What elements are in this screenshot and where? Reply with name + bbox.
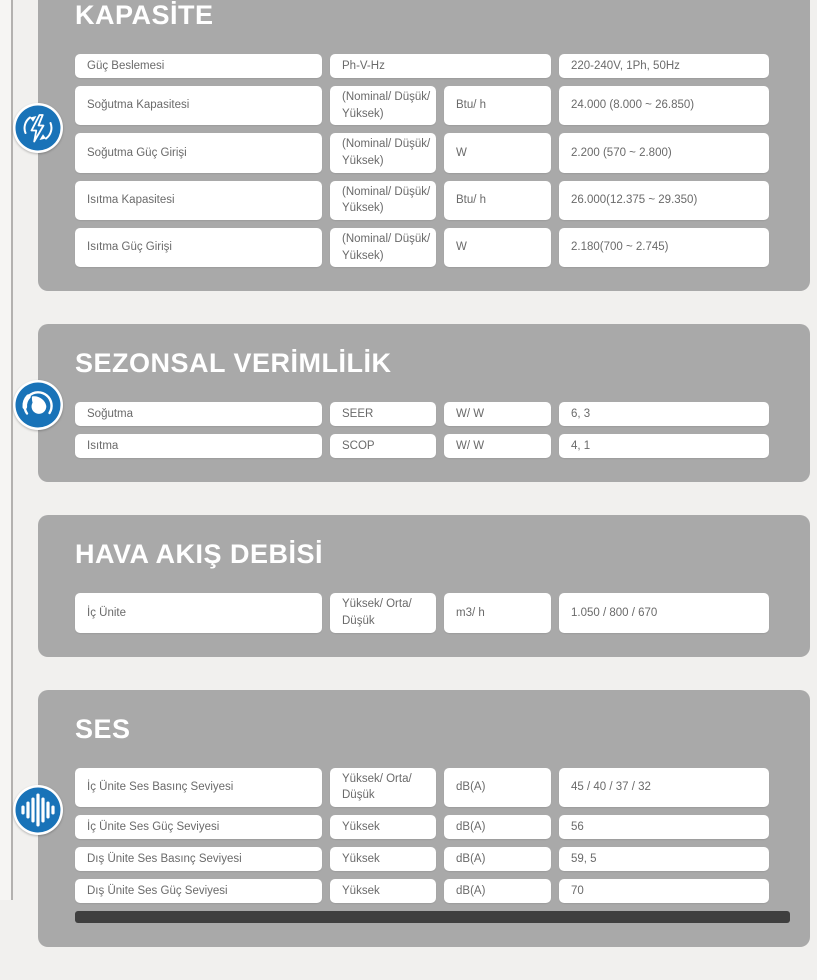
row-value-cell: 70 — [559, 879, 769, 903]
row-unit-cell: dB(A) — [444, 847, 551, 871]
row-label-cell: İç Ünite Ses Basınç Seviyesi — [75, 768, 322, 807]
row-unit-cell: W — [444, 133, 551, 172]
spec-row — [75, 879, 769, 903]
section-card-sezonsal-verimlilik — [38, 324, 810, 482]
row-label-cell: Soğutma Güç Girişi — [75, 133, 322, 172]
row-value-cell: 45 / 40 / 37 / 32 — [559, 768, 769, 807]
spec-row — [75, 434, 769, 458]
row-value-cell: 59, 5 — [559, 847, 769, 871]
spec-row — [75, 133, 769, 172]
spec-row — [75, 54, 769, 78]
row-unit-cell: Btu/ h — [444, 181, 551, 220]
row-value-cell: 220-240V, 1Ph, 50Hz — [559, 54, 769, 78]
row-qualifier-cell: Ph-V-Hz — [330, 54, 551, 78]
spec-row — [75, 181, 769, 220]
row-unit-cell: dB(A) — [444, 815, 551, 839]
spec-row — [75, 86, 769, 125]
spec-row — [75, 847, 769, 871]
row-label-cell: İç Ünite Ses Güç Seviyesi — [75, 815, 322, 839]
row-label-cell: İç Ünite — [75, 593, 322, 632]
row-qualifier-cell: Yüksek/ Orta/ Düşük — [330, 593, 436, 632]
row-unit-cell: W/ W — [444, 434, 551, 458]
row-value-cell: 24.000 (8.000 ~ 26.850) — [559, 86, 769, 125]
row-qualifier-cell: (Nominal/ Düşük/ Yüksek) — [330, 228, 436, 267]
row-qualifier-cell: (Nominal/ Düşük/ Yüksek) — [330, 86, 436, 125]
row-value-cell: 26.000(12.375 ~ 29.350) — [559, 181, 769, 220]
row-value-cell: 6, 3 — [559, 402, 769, 426]
row-label-cell: Soğutma Kapasitesi — [75, 86, 322, 125]
gauge-icon — [12, 379, 64, 431]
row-qualifier-cell: Yüksek — [330, 879, 436, 903]
row-unit-cell: dB(A) — [444, 768, 551, 807]
row-label-cell: Isıtma Kapasitesi — [75, 181, 322, 220]
row-unit-cell: m3/ h — [444, 593, 551, 632]
row-qualifier-cell: SEER — [330, 402, 436, 426]
sound-wave-icon — [12, 784, 64, 836]
row-qualifier-cell: SCOP — [330, 434, 436, 458]
section-title-kapasite: KAPASİTE — [75, 0, 214, 30]
section-card-kapasite — [38, 0, 810, 291]
row-unit-cell: Btu/ h — [444, 86, 551, 125]
spec-row — [75, 815, 769, 839]
spec-row — [75, 768, 769, 807]
row-qualifier-cell: Yüksek — [330, 847, 436, 871]
row-value-cell: 56 — [559, 815, 769, 839]
row-qualifier-cell: (Nominal/ Düşük/ Yüksek) — [330, 181, 436, 220]
row-label-cell: Isıtma Güç Girişi — [75, 228, 322, 267]
row-label-cell: Soğutma — [75, 402, 322, 426]
row-value-cell: 2.200 (570 ~ 2.800) — [559, 133, 769, 172]
row-label-cell: Dış Ünite Ses Basınç Seviyesi — [75, 847, 322, 871]
row-qualifier-cell: (Nominal/ Düşük/ Yüksek) — [330, 133, 436, 172]
row-value-cell: 1.050 / 800 / 670 — [559, 593, 769, 632]
row-value-cell: 2.180(700 ~ 2.745) — [559, 228, 769, 267]
section-title-ses: SES — [75, 713, 131, 744]
energy-cycle-icon — [12, 102, 64, 154]
section-card-ses — [38, 690, 810, 947]
section-title-sezonsal-verimlilik: SEZONSAL VERİMLİLİK — [75, 348, 392, 379]
clipped-next-row-edge — [75, 911, 790, 923]
spec-row — [75, 593, 769, 632]
section-card-hava-akis-debisi — [38, 515, 810, 656]
spec-sheet — [38, 0, 810, 980]
row-unit-cell: W/ W — [444, 402, 551, 426]
spec-row — [75, 228, 769, 267]
row-label-cell: Dış Ünite Ses Güç Seviyesi — [75, 879, 322, 903]
row-qualifier-cell: Yüksek/ Orta/ Düşük — [330, 768, 436, 807]
row-label-cell: Güç Beslemesi — [75, 54, 322, 78]
row-unit-cell: W — [444, 228, 551, 267]
row-unit-cell: dB(A) — [444, 879, 551, 903]
spec-row — [75, 402, 769, 426]
row-qualifier-cell: Yüksek — [330, 815, 436, 839]
row-label-cell: Isıtma — [75, 434, 322, 458]
section-title-hava-akis-debisi: HAVA AKIŞ DEBİSİ — [75, 539, 324, 570]
row-value-cell: 4, 1 — [559, 434, 769, 458]
